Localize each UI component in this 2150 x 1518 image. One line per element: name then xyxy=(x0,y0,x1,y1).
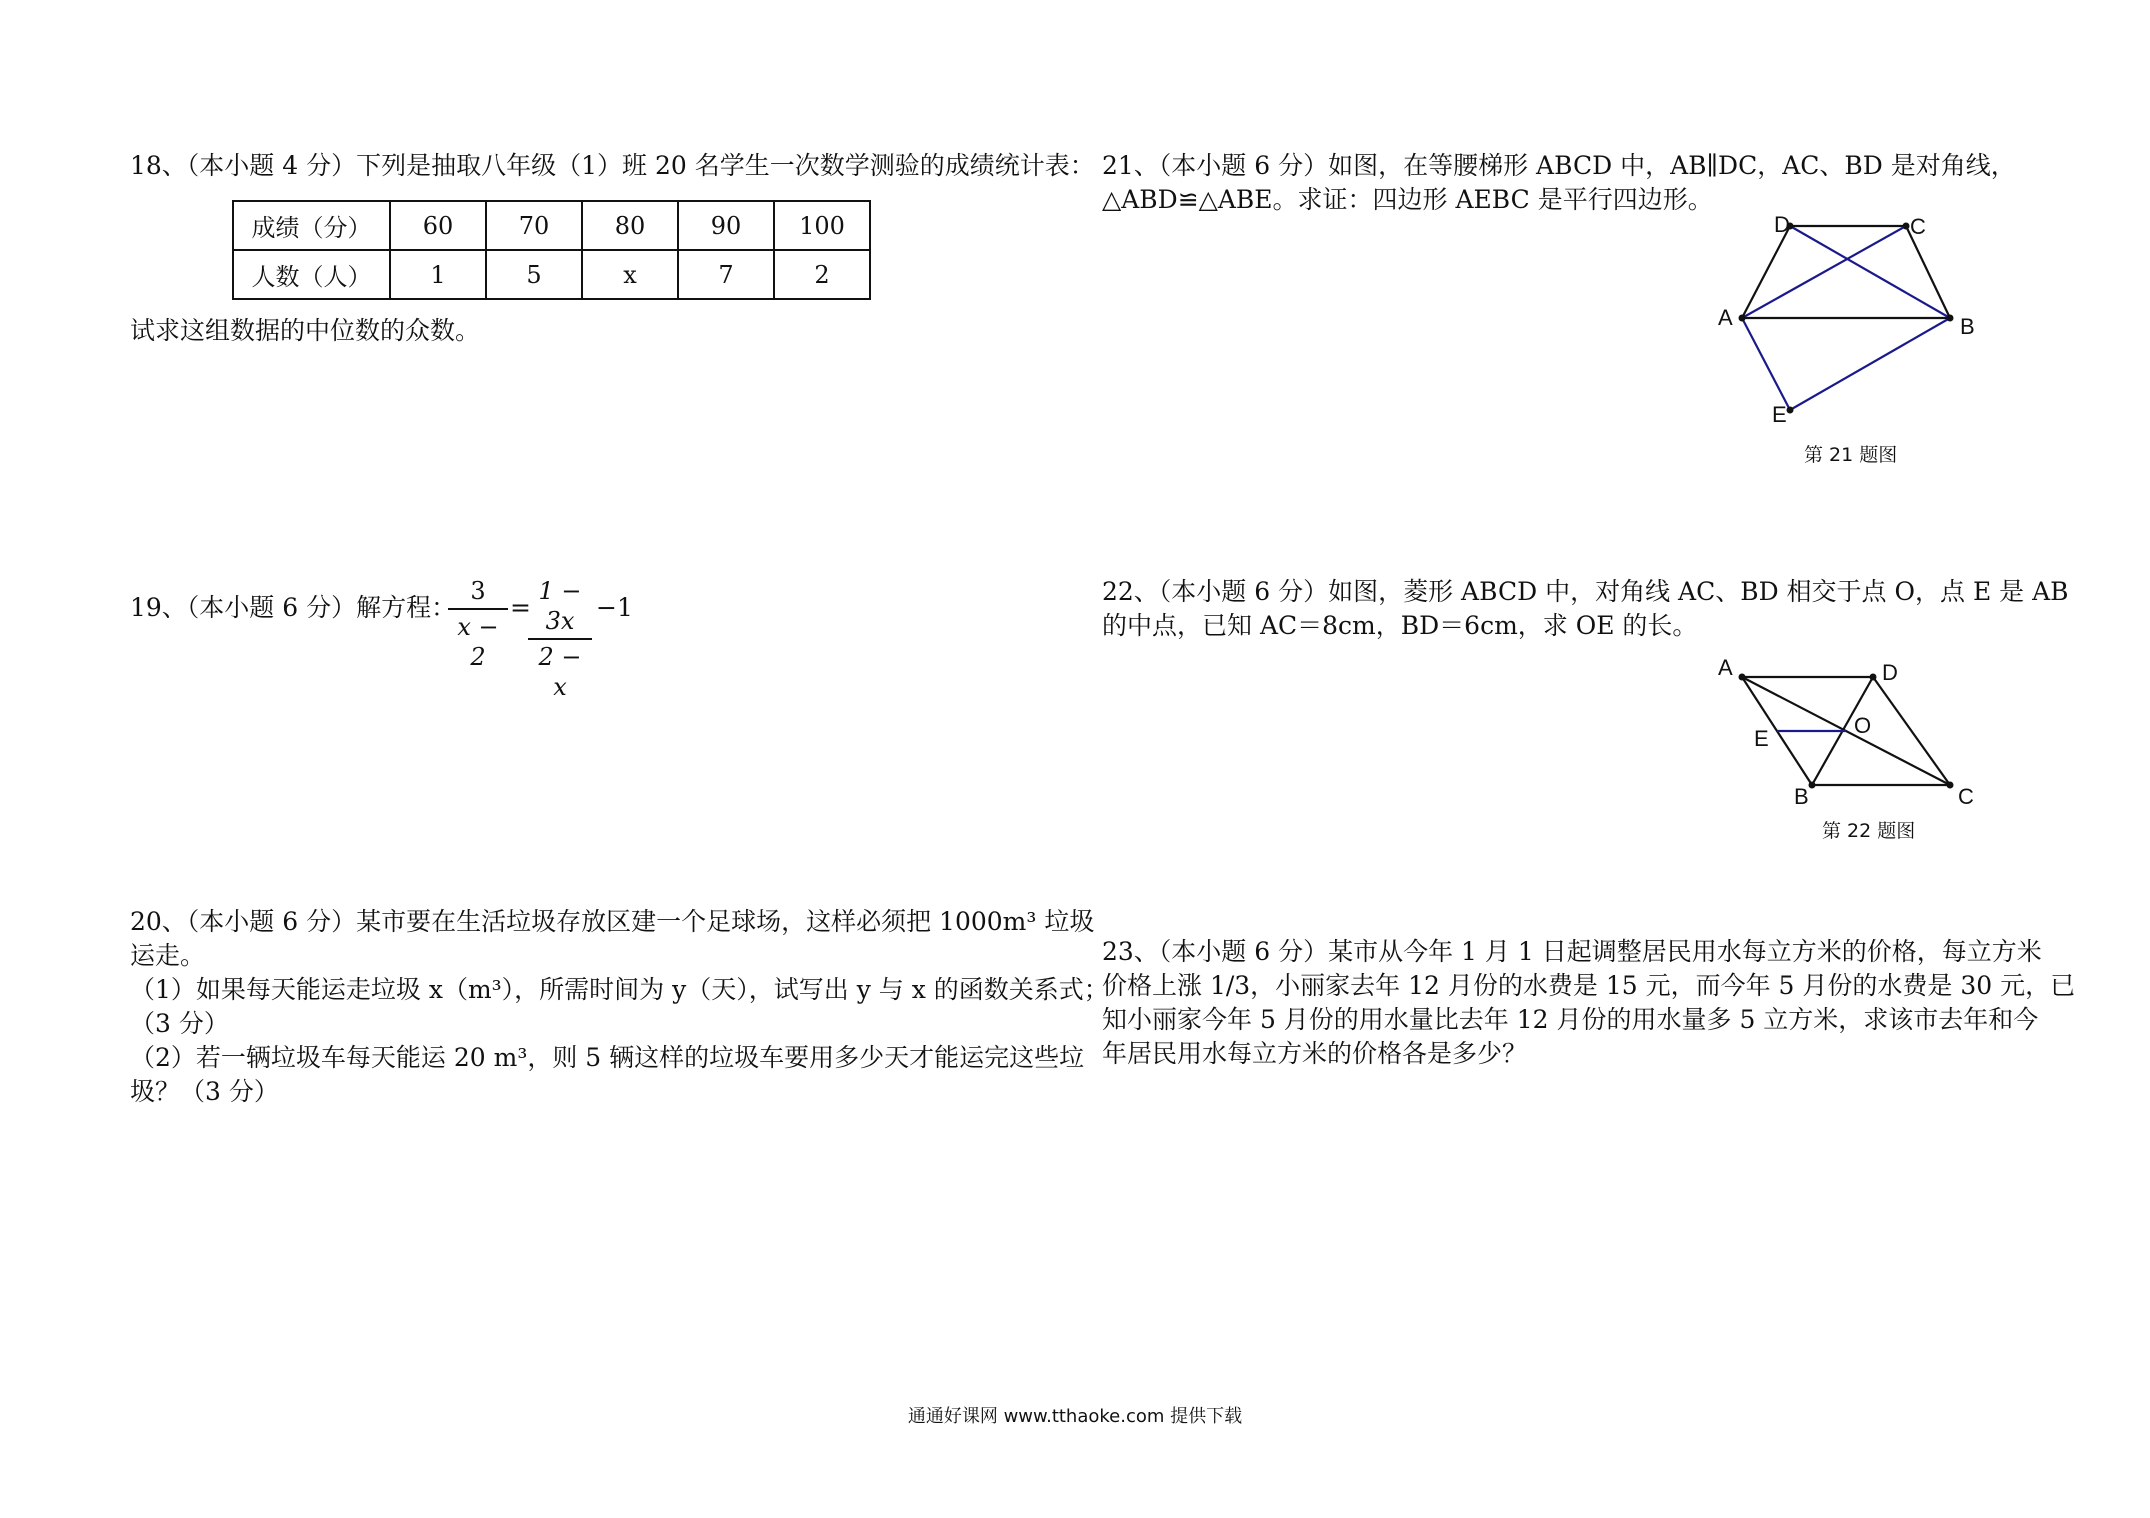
q22-line1: 22、（本小题 6 分）如图，菱形 ABCD 中，对角线 AC、BD 相交于点 O，点 E 是 AB xyxy=(1102,577,2069,606)
point-a xyxy=(1739,674,1746,681)
table-cell: 70 xyxy=(486,201,582,250)
q18-question: 试求这组数据的中位数的众数。 xyxy=(130,316,481,345)
fig22-label-e: E xyxy=(1754,726,1769,751)
fig21-label-e: E xyxy=(1772,402,1787,427)
fig22-label-a: A xyxy=(1718,655,1733,680)
table-cell: 1 xyxy=(390,250,486,299)
q21-line2: △ABD≌△ABE。求证：四边形 AEBC 是平行四边形。 xyxy=(1102,185,1713,214)
point-c xyxy=(1947,782,1954,789)
page-footer: 通通好课网 www.tthaoke.com 提供下载 xyxy=(907,1406,1243,1427)
q20-line6: 圾？（3 分） xyxy=(130,1077,279,1106)
q19-frac2-numerator: 1 − 3x xyxy=(538,577,582,635)
q19-equals: = xyxy=(510,593,531,622)
fig21-label-c: C xyxy=(1910,214,1926,239)
point-b xyxy=(1947,315,1954,322)
point-c xyxy=(1903,223,1910,230)
point-a xyxy=(1739,315,1746,322)
segment-ae xyxy=(1742,318,1790,410)
fig22-label-d: D xyxy=(1882,660,1898,685)
segment-eb xyxy=(1790,318,1950,410)
q20-line1: 20、（本小题 6 分）某市要在生活垃圾存放区建一个足球场，这样必须把 1000m³ 垃圾 xyxy=(130,907,1095,936)
fig21-label-a: A xyxy=(1718,305,1733,330)
table-cell: 90 xyxy=(678,201,774,250)
diagonal-bd xyxy=(1790,226,1950,318)
fig22-label-c: C xyxy=(1958,784,1974,809)
fig21-label-d: D xyxy=(1774,212,1790,237)
figure-21 xyxy=(1739,223,1954,414)
q19-frac1-denominator: x − 2 xyxy=(457,613,499,671)
q19-frac2-denominator: 2 − x xyxy=(538,643,582,701)
fig21-caption: 第 21 题图 xyxy=(1804,444,1898,466)
q23-line3: 知小丽家今年 5 月份的用水量比去年 12 月份的用水量多 5 立方米，求该市去年和今 xyxy=(1102,1005,2039,1034)
fig22-label-b: B xyxy=(1794,784,1809,809)
figure-22 xyxy=(1739,674,1954,789)
q23-line1: 23、（本小题 6 分）某市从今年 1 月 1 日起调整居民用水每立方米的价格，每立方米 xyxy=(1102,937,2042,966)
q20-line2: 运走。 xyxy=(130,941,206,970)
point-e xyxy=(1787,407,1794,414)
q18-line1: 18、（本小题 4 分）下列是抽取八年级（1）班 20 名学生一次数学测验的成绩统计表： xyxy=(130,151,1095,180)
segment-dc xyxy=(1873,677,1950,785)
q20-line3: （1）如果每天能运走垃圾 x（m³），所需时间为 y（天），试写出 y 与 x 的函数关系式； xyxy=(130,975,1109,1004)
table-cell: 2 xyxy=(774,250,870,299)
table-cell: 成绩（分） xyxy=(233,201,390,250)
q21-line1: 21、（本小题 6 分）如图，在等腰梯形 ABCD 中，AB∥DC，AC、BD 是对角线， xyxy=(1102,151,2016,180)
fig21-label-b: B xyxy=(1960,314,1975,339)
table-cell: 7 xyxy=(678,250,774,299)
fig22-caption: 第 22 题图 xyxy=(1822,820,1916,842)
fig22-label-o: O xyxy=(1854,713,1872,738)
q19-prefix: 19、（本小题 6 分）解方程： xyxy=(130,593,457,622)
table-cell: 60 xyxy=(390,201,486,250)
point-d xyxy=(1870,674,1877,681)
q20-line5: （2）若一辆垃圾车每天能运 20 m³，则 5 辆这样的垃圾车要用多少天才能运完这些垃 xyxy=(130,1043,1085,1072)
q19-frac1-numerator: 3 xyxy=(470,577,486,605)
q20-line4: （3 分） xyxy=(130,1009,229,1038)
table-cell: 80 xyxy=(582,201,678,250)
table-cell: x xyxy=(582,250,678,299)
point-b xyxy=(1809,782,1816,789)
table-cell: 5 xyxy=(486,250,582,299)
q19-tail: −1 xyxy=(596,593,633,622)
table-cell: 人数（人） xyxy=(233,250,390,299)
q23-line4: 年居民用水每立方米的价格各是多少？ xyxy=(1102,1039,1528,1068)
q23-line2: 价格上涨 1/3，小丽家去年 12 月份的水费是 15 元，而今年 5 月份的水费是 30 元，已 xyxy=(1102,971,2076,1000)
q22-line2: 的中点，已知 AC＝8cm，BD＝6cm，求 OE 的长。 xyxy=(1102,611,1698,640)
table-cell: 100 xyxy=(774,201,870,250)
